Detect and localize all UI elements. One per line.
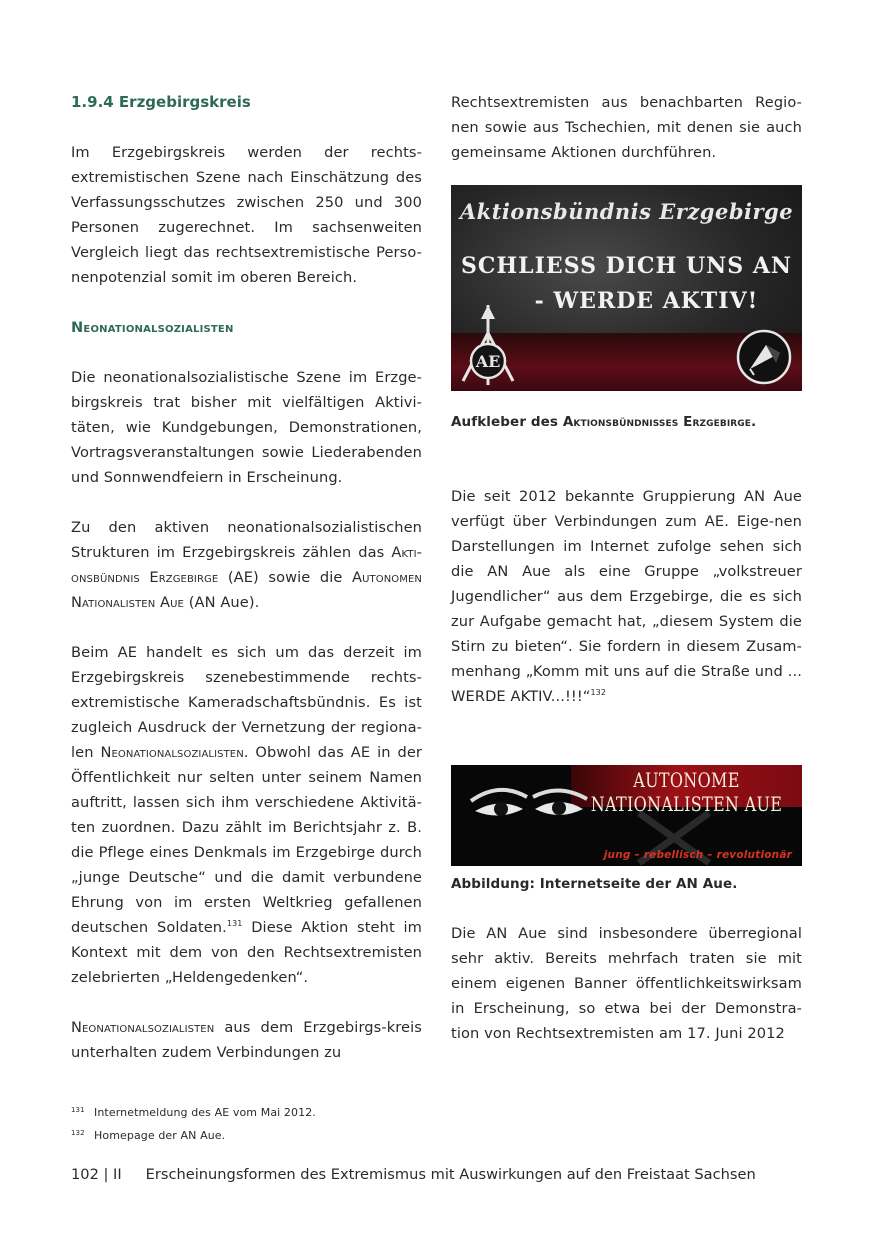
footnote-number: 131 [71, 1106, 85, 1114]
emblem-letters: AE [475, 352, 501, 371]
paragraph-activity: Die AN Aue sind insbesondere überregional sehr aktiv. Bereits mehrfach traten sie mit einem eigenen Banner öffentlichkeitswirksam in Erscheinung, so etwa bei der Demonstra-tion von Rechtsextremisten am 17. Juni 2012 [451, 925, 802, 1042]
text: . Obwohl das AE in der Öffentlichkeit nur selten unter seinem Namen auftritt, lassen sich ihm verschiedene Aktivitä-ten zuordnen. Dazu zählt im Berichtsjahr z. B. die Pflege eines Denkmals im Erzgebirge durch „junge Deutsche“ und die damit verbundene Ehrung von im ersten Weltkrieg gefallenen deutschen Soldaten. [71, 744, 422, 936]
org-name: Akti-onsbündnis Erzgebirge [71, 544, 422, 586]
sticker-slogan-2: - WERDE AKTIV! [534, 288, 759, 314]
footer-title: Erscheinungsformen des Extremismus mit Auswirkungen auf den Freistaat Sachsen [145, 1166, 756, 1183]
org-name: Autonomen Nationalisten Aue [71, 569, 422, 611]
term: Neonationalsozialisten [71, 1019, 215, 1036]
flag-badge-icon [736, 329, 792, 385]
footnotes [71, 1100, 801, 1146]
footnote-ref: 132 [590, 688, 607, 697]
section-heading: 1.9.4 Erzgebirgskreis [71, 93, 251, 111]
footnote-number: 132 [71, 1129, 85, 1137]
banner-title: AUTONOME NATIONALISTEN AUE [590, 768, 783, 816]
text: Aufkleber des [451, 414, 563, 430]
paragraph-an-aue [451, 484, 802, 709]
banner-tagline: jung – rebellisch – revolutionär [603, 849, 792, 861]
paragraph-structures [71, 515, 422, 615]
emblem-icon [457, 303, 519, 387]
text: (AE) sowie die [218, 569, 353, 586]
text: aus dem Erzgebirgs-kreis unterhalten zudem Verbindungen zu [71, 1019, 422, 1061]
paragraph-continuation: Rechtsextremisten aus benachbarten Regio-nen sowie aus Tschechien, mit denen sie auch gemeinsame Aktionen durchführen. [451, 94, 802, 161]
left-column [71, 90, 422, 1065]
sticker-slogan-1: SCHLIESS DICH UNS AN [460, 253, 792, 279]
paragraph-intro: Im Erzgebirgskreis werden der rechts-extremistischen Szene nach Einschätzung des Verfassungsschutzes zwischen 250 und 300 Personen zugerechnet. Im sachsenweiten Vergleich liegt das rechtsextremistische Perso-nenpotenzial somit im oberen Bereich. [71, 144, 422, 286]
text: Zu den aktiven neonationalsozialistischen Strukturen im Erzgebirgskreis zählen das [71, 519, 422, 561]
page-footer [71, 1166, 756, 1183]
footnote [71, 1123, 801, 1146]
paragraph-ae [71, 640, 422, 990]
paragraph-scene: Die neonationalsozialistische Szene im Erzge-birgskreis trat bisher mit vielfältigen Aktivi-täten, wie Kundgebungen, Demonstrationen, Vortragsveranstaltungen sowie Liederabenden und Sonnwendfeiern in Erscheinung. [71, 369, 422, 486]
org-name: Aktionsbündnisses Erzgebirge [562, 414, 752, 430]
footnote [71, 1100, 801, 1123]
text: (AN Aue). [183, 594, 260, 611]
text: Beim AE handelt es sich um das derzeit im Erzgebirgskreis szenebestimmende rechts-extremistische Kameradschaftsbündnis. Es ist zugleich Ausdruck der Vernetzung der regiona-len [71, 644, 422, 761]
banner-caption: Abbildung: Internetseite der AN Aue. [451, 876, 738, 892]
page-number: 102 | II [71, 1166, 122, 1183]
text: . [751, 414, 757, 430]
footnote-ref: 131 [226, 919, 243, 928]
term: Neonationalsozialisten [100, 744, 244, 761]
text: Diese Aktion steht im Kontext mit dem von den Rechtsextremisten zelebrierten „Heldengedenken“. [71, 919, 423, 986]
right-column [451, 90, 802, 1046]
footnote-text: Internetmeldung des AE vom Mai 2012. [94, 1106, 316, 1119]
sticker-title: Aktionsbündnis Erzgebirge [459, 199, 794, 224]
sticker-image [451, 185, 802, 391]
paragraph-connections [71, 1015, 422, 1065]
website-banner-image [451, 765, 802, 866]
text: Die seit 2012 bekannte Gruppierung AN Aue verfügt über Verbindungen zum AE. Eige-nen Darstellungen im Internet zufolge sehen sich die AN Aue als eine Gruppe „volkstreuer Jugendlicher“ aus dem Erzgebirge, die es sich zur Aufgabe gemacht hat, „diesem System die Stirn zu bieten“. Sie fordern in diesem Zusam-menhang „Komm mit uns auf die Straße und ... WERDE AKTIV...!!!“ [451, 488, 802, 705]
footnote-text: Homepage der AN Aue. [94, 1129, 226, 1142]
sticker-caption [451, 410, 802, 435]
subheading-neonationalsozialisten: Neonationalsozialisten [71, 319, 234, 336]
